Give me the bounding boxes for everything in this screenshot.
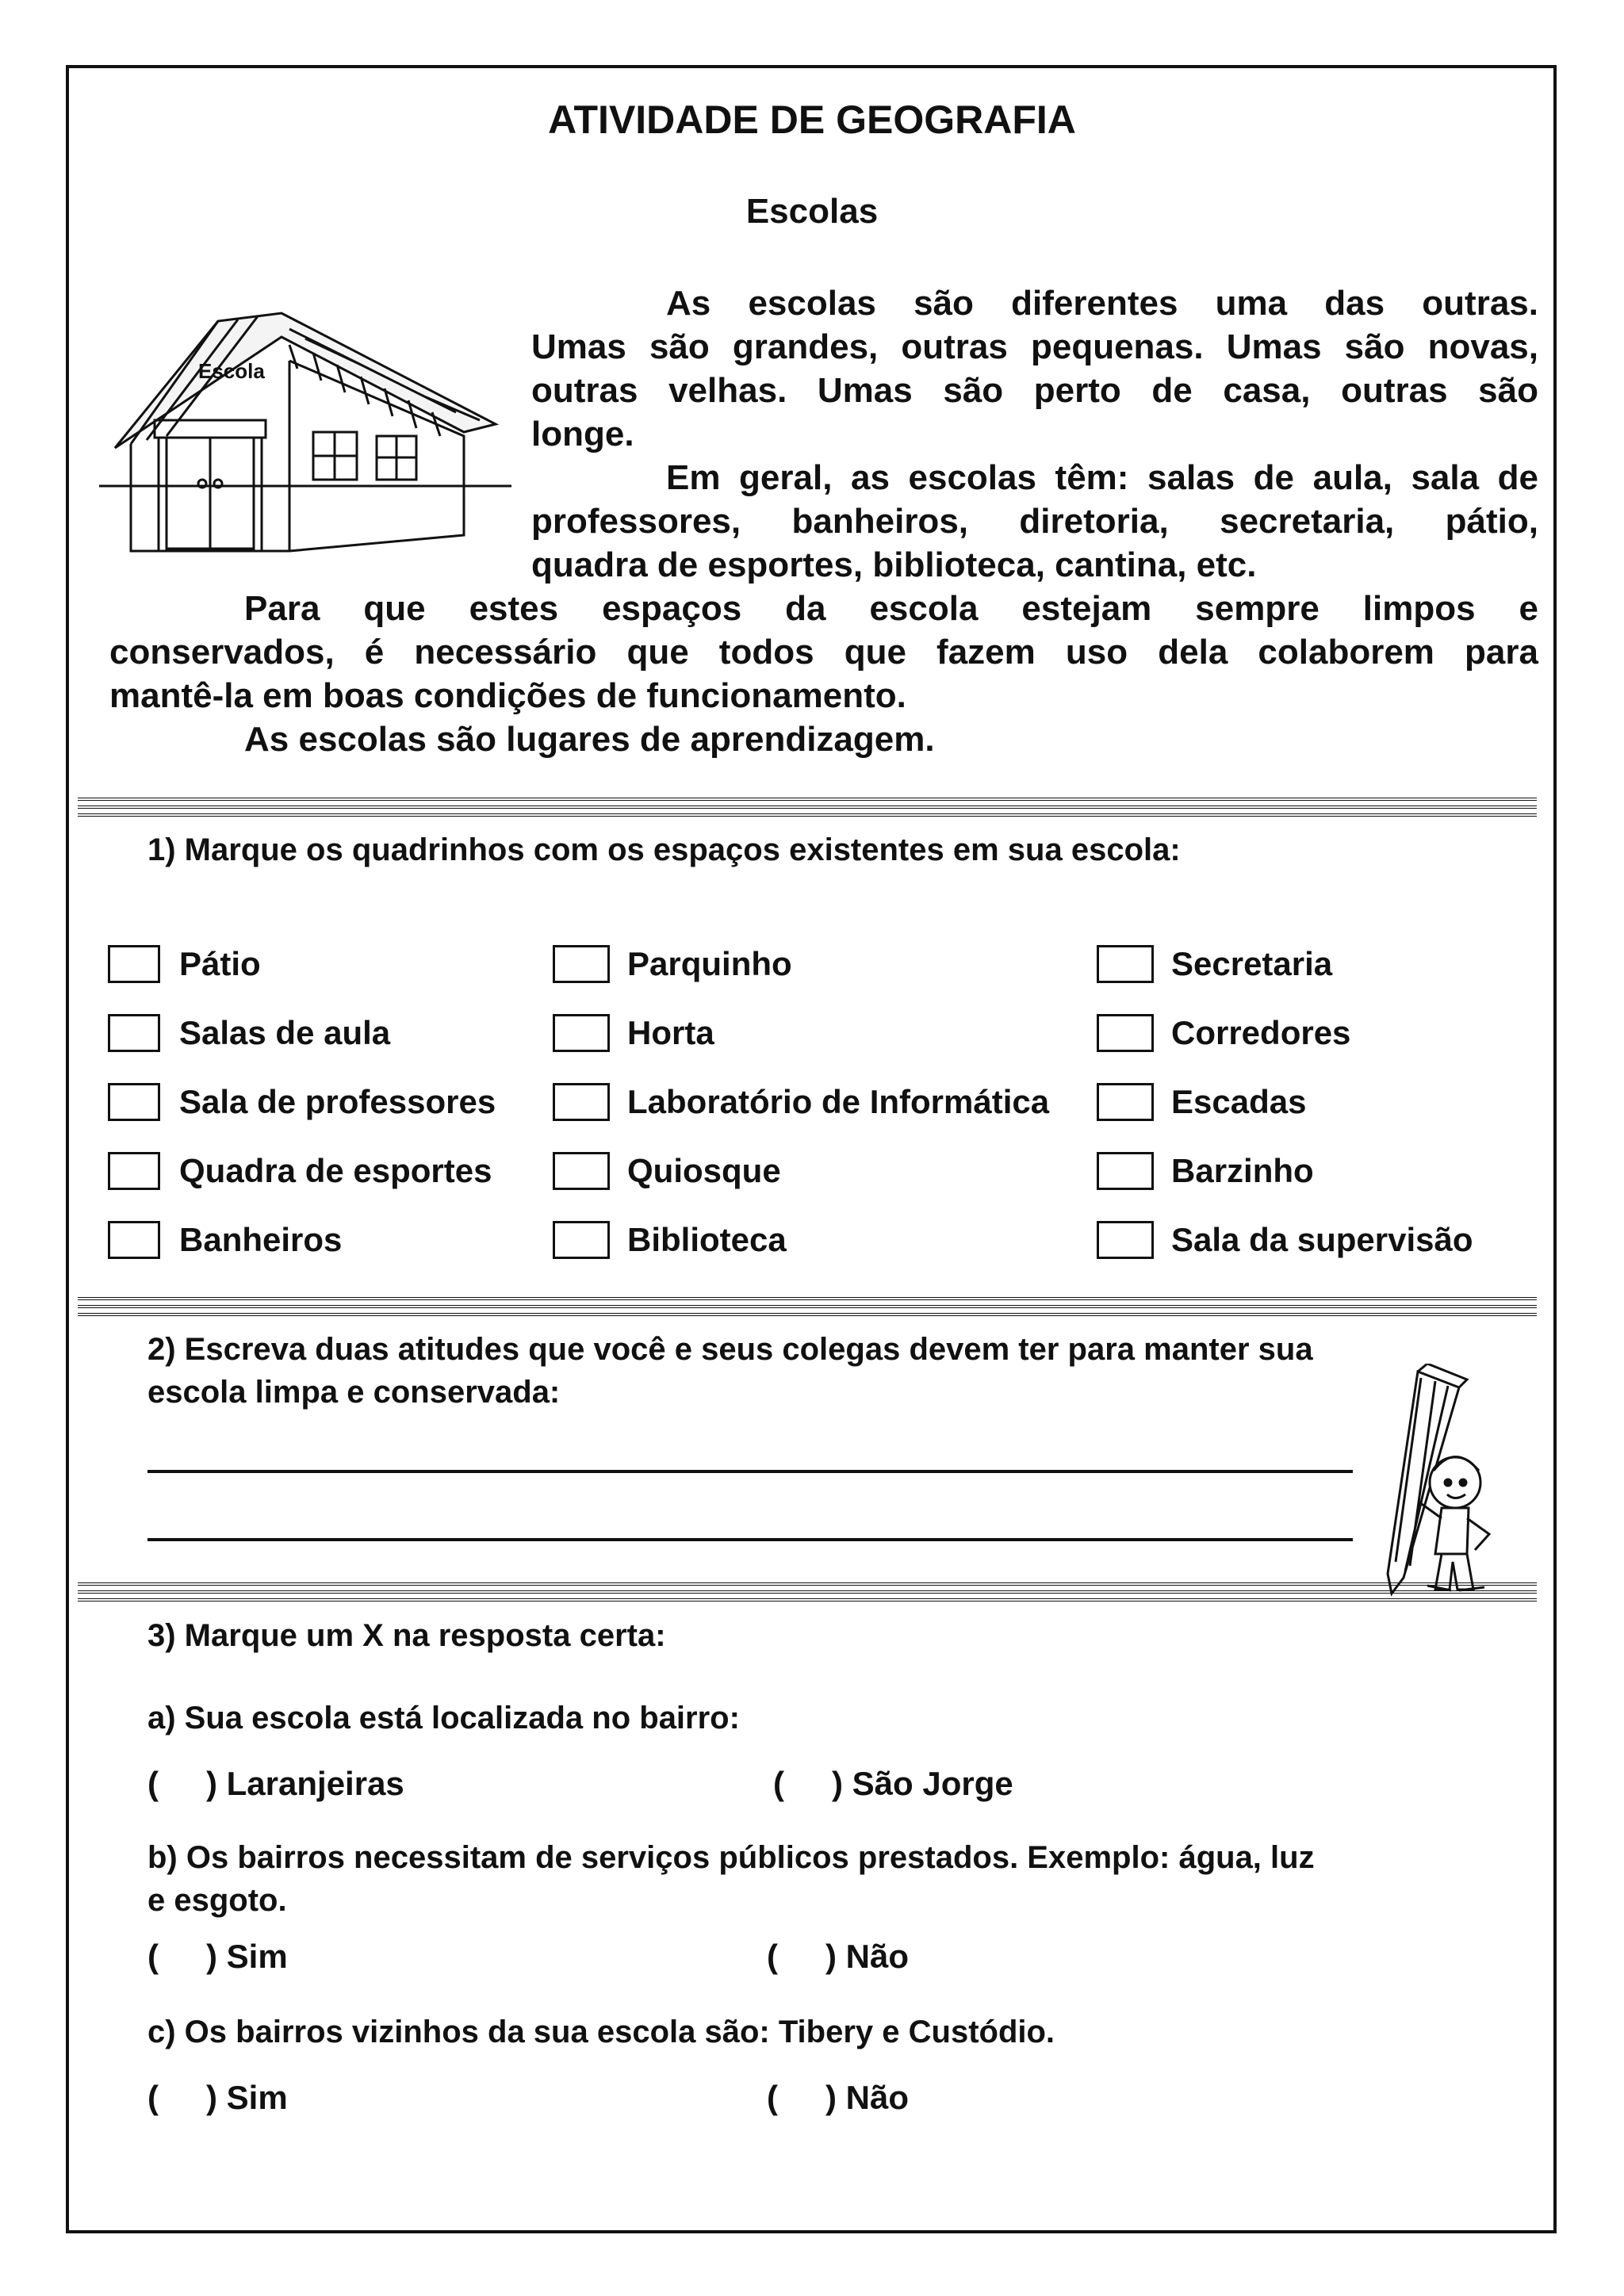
checkbox-item [1097,1067,1473,1136]
checkbox-label: Parquinho [627,944,792,982]
checkbox-label: Barzinho [1171,1151,1314,1189]
checkbox-item [108,998,496,1067]
option-3b-2[interactable] [767,1938,909,1976]
option-3a-1[interactable] [147,1765,404,1803]
option-open-paren: ( [147,1938,159,1975]
option-open-paren: ( [773,1765,784,1802]
option-label: ) Não [825,1938,909,1975]
checkbox[interactable] [553,945,610,983]
checkbox-item [553,998,1049,1067]
option-3c-1[interactable] [147,2079,288,2117]
checkbox-item [553,1205,1049,1274]
checkbox-item [1097,1136,1473,1205]
checkbox-item [108,1205,496,1274]
option-open-paren: ( [767,1938,778,1975]
checkbox[interactable] [1097,1152,1154,1190]
question-3b-line: b) Os bairros necessitam de serviços públicos prestados. Exemplo: água, luz [147,1840,1315,1875]
separator-line [78,1297,1537,1316]
checkbox[interactable] [553,1221,610,1259]
option-3c-2[interactable] [767,2079,909,2117]
checkbox-item [1097,1205,1473,1274]
checkbox-item [553,1067,1049,1136]
boy-pencil-illustration [1348,1364,1507,1601]
checkbox-item [108,1136,496,1205]
checkbox-label: Sala da supervisão [1171,1220,1473,1258]
paragraph-3-line: conservados, é necessário que todos que fazem uso dela colaborem para [109,633,1538,672]
checkbox-label: Corredores [1171,1013,1351,1051]
question-3c: c) Os bairros vizinhos da sua escola são: Tibery e Custódio. [147,2015,1055,2049]
paragraph-1-line: As escolas são diferentes uma das outras. [666,284,1538,323]
checkbox-label: Pátio [179,944,261,982]
checkbox[interactable] [1097,1221,1154,1259]
checkbox[interactable] [1097,1014,1154,1052]
question-2-line: 2) Escreva duas atitudes que você e seus colegas devem ter para manter sua [147,1332,1313,1367]
checkbox[interactable] [553,1083,610,1121]
checkbox[interactable] [108,1083,160,1121]
option-label: ) Sim [206,1938,288,1975]
checkbox-label: Banheiros [179,1220,343,1258]
question-2-line: escola limpa e conservada: [147,1375,561,1410]
option-3a-2[interactable] [773,1765,1013,1803]
paragraph-2-line: professores, banheiros, diretoria, secretaria, pátio, [531,502,1538,541]
checkbox-label: Horta [627,1013,714,1051]
checkbox-item [553,1136,1049,1205]
q1-column-1 [108,929,496,1274]
paragraph-2-line: Em geral, as escolas têm: salas de aula, sala de [666,458,1538,497]
answer-line-2[interactable] [147,1538,1353,1541]
question-2-prompt [147,1328,1313,1414]
option-label: ) Não [825,2079,909,2116]
checkbox-item [108,1067,496,1136]
checkbox[interactable] [108,1221,160,1259]
checkbox-label: Secretaria [1171,944,1333,982]
answer-line-1[interactable] [147,1470,1353,1473]
q1-column-3 [1097,929,1473,1274]
question-3b [147,1836,1315,1922]
paragraph-1-line: outras velhas. Umas são perto de casa, outras são [531,371,1538,410]
checkbox[interactable] [108,1014,160,1052]
checkbox-label: Biblioteca [627,1220,787,1258]
option-open-paren: ( [767,2079,778,2116]
checkbox[interactable] [553,1014,610,1052]
checkbox[interactable] [108,945,160,983]
option-open-paren: ( [147,1765,159,1802]
checkbox-label: Salas de aula [179,1013,391,1051]
school-illustration [99,305,511,567]
option-label: ) Laranjeiras [206,1765,404,1802]
checkbox-label: Sala de professores [179,1082,496,1120]
separator-line [78,1582,1537,1601]
checkbox[interactable] [108,1152,160,1190]
option-label: ) Sim [206,2079,288,2116]
paragraph-4: As escolas são lugares de aprendizagem. [244,720,935,759]
question-3-prompt: 3) Marque um X na resposta certa: [147,1618,666,1653]
page-title: ATIVIDADE DE GEOGRAFIA [548,98,1076,142]
school-sign-text: Escola [198,359,265,383]
paragraph-2-line: quadra de esportes, biblioteca, cantina, etc. [531,545,1257,584]
paragraph-3-line: mantê-la em boas condições de funcionamento. [109,676,906,715]
checkbox-item [553,929,1049,998]
separator-line [78,798,1537,817]
option-label: ) São Jorge [832,1765,1013,1802]
checkbox-item [108,929,496,998]
paragraph-3 [109,587,1538,761]
checkbox-item [1097,998,1473,1067]
paragraph-1-line: longe. [531,415,634,453]
checkbox-item [1097,929,1473,998]
option-3b-1[interactable] [147,1938,288,1976]
paragraph-1-line: Umas são grandes, outras pequenas. Umas são novas, [531,327,1538,366]
question-1-prompt: 1) Marque os quadrinhos com os espaços existentes em sua escola: [147,832,1181,867]
checkbox-label: Quiosque [627,1151,781,1189]
checkbox-label: Quadra de esportes [179,1151,492,1189]
checkbox[interactable] [1097,945,1154,983]
checkbox-label: Escadas [1171,1082,1307,1120]
paragraph-1 [531,281,1538,587]
section-title: Escolas [745,192,879,231]
checkbox[interactable] [553,1152,610,1190]
q1-column-2 [553,929,1049,1274]
checkbox[interactable] [1097,1083,1154,1121]
checkbox-label: Laboratório de Informática [627,1082,1050,1120]
question-3a: a) Sua escola está localizada no bairro: [147,1701,740,1735]
paragraph-3-line: Para que estes espaços da escola estejam sempre limpos e [244,589,1538,628]
option-open-paren: ( [147,2079,159,2116]
question-3b-line: e esgoto. [147,1883,287,1918]
